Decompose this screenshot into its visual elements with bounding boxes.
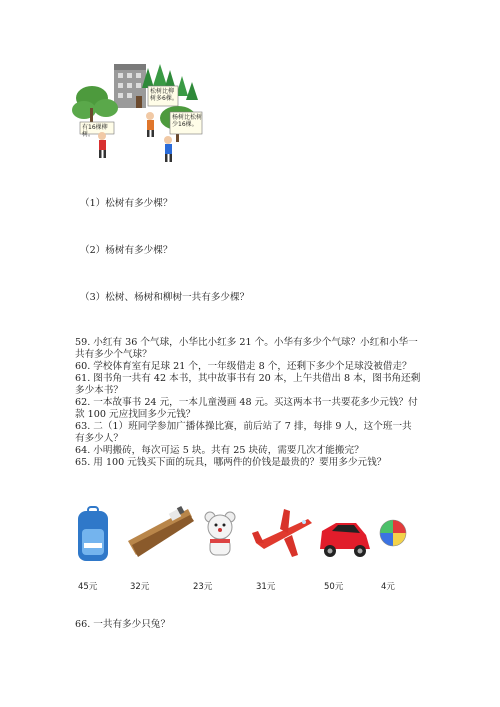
- toy-price: 45元: [78, 582, 98, 592]
- toy-price: 31元: [256, 582, 276, 592]
- problem-line: 61. 图书角一共有 42 本书，其中故事书有 20 本，上午共借出 8 本，图书角还剩: [75, 373, 421, 384]
- ship-icon: [128, 506, 194, 557]
- bubble-willow-count: 有16棵柳树。: [82, 124, 108, 138]
- problem-line: 63. 二（1）班同学参加广播体操比赛，前后站了 7 排，每排 9 人，这个班一共: [75, 421, 412, 432]
- problem-line: 共有多少个气球？: [75, 349, 152, 360]
- backpack-icon: [78, 507, 108, 561]
- problem-line: 64. 小明搬砖，每次可运 5 块。共有 25 块砖，需要几次才能搬完？: [75, 445, 364, 456]
- bear-toy-icon: [205, 512, 235, 555]
- problem-line: 59. 小红有 36 个气球，小华比小红多 21 个。小华有多少个气球？小红和小华一: [75, 337, 418, 348]
- sub-question-3: （3）松树、杨树和柳树一共有多少棵？: [80, 292, 250, 303]
- toys-row: [70, 505, 430, 565]
- problem-line: 62. 一本故事书 24 元，一本儿童漫画 48 元。买这两本书一共要花多少元钱？付: [75, 397, 418, 408]
- problem-66: 66. 一共有多少只兔？: [75, 619, 171, 630]
- toy-price: 32元: [130, 582, 150, 592]
- problem-line: 多少本书？: [75, 385, 123, 396]
- toy-price: 23元: [193, 582, 213, 592]
- toy-price: 50元: [324, 582, 344, 592]
- problem-line: 65. 用 100 元钱买下面的玩具，哪两件的价钱是最贵的？要用多少元钱？: [75, 457, 387, 468]
- toy-price: 4元: [381, 582, 395, 592]
- ball-icon: [380, 520, 406, 546]
- problem-line: 60. 学校体育室有足球 21 个，一年级借走 8 个，还剩下多少个足球没被借走？: [75, 361, 412, 372]
- car-icon: [320, 523, 370, 557]
- tree-scene-illustration: [70, 58, 210, 170]
- problem-line: 款 100 元应找回多少元钱？: [75, 409, 196, 420]
- sub-question-1: （1）松树有多少棵？: [80, 198, 173, 209]
- problem-line: 有多少人？: [75, 433, 123, 444]
- sub-question-2: （2）杨树有多少棵？: [80, 245, 173, 256]
- airplane-icon: [252, 509, 312, 557]
- bubble-pine-vs-willow: 松树比柳树多6棵。: [150, 88, 178, 102]
- bubble-poplar-vs-pine: 杨树比松树少16棵。: [172, 114, 203, 128]
